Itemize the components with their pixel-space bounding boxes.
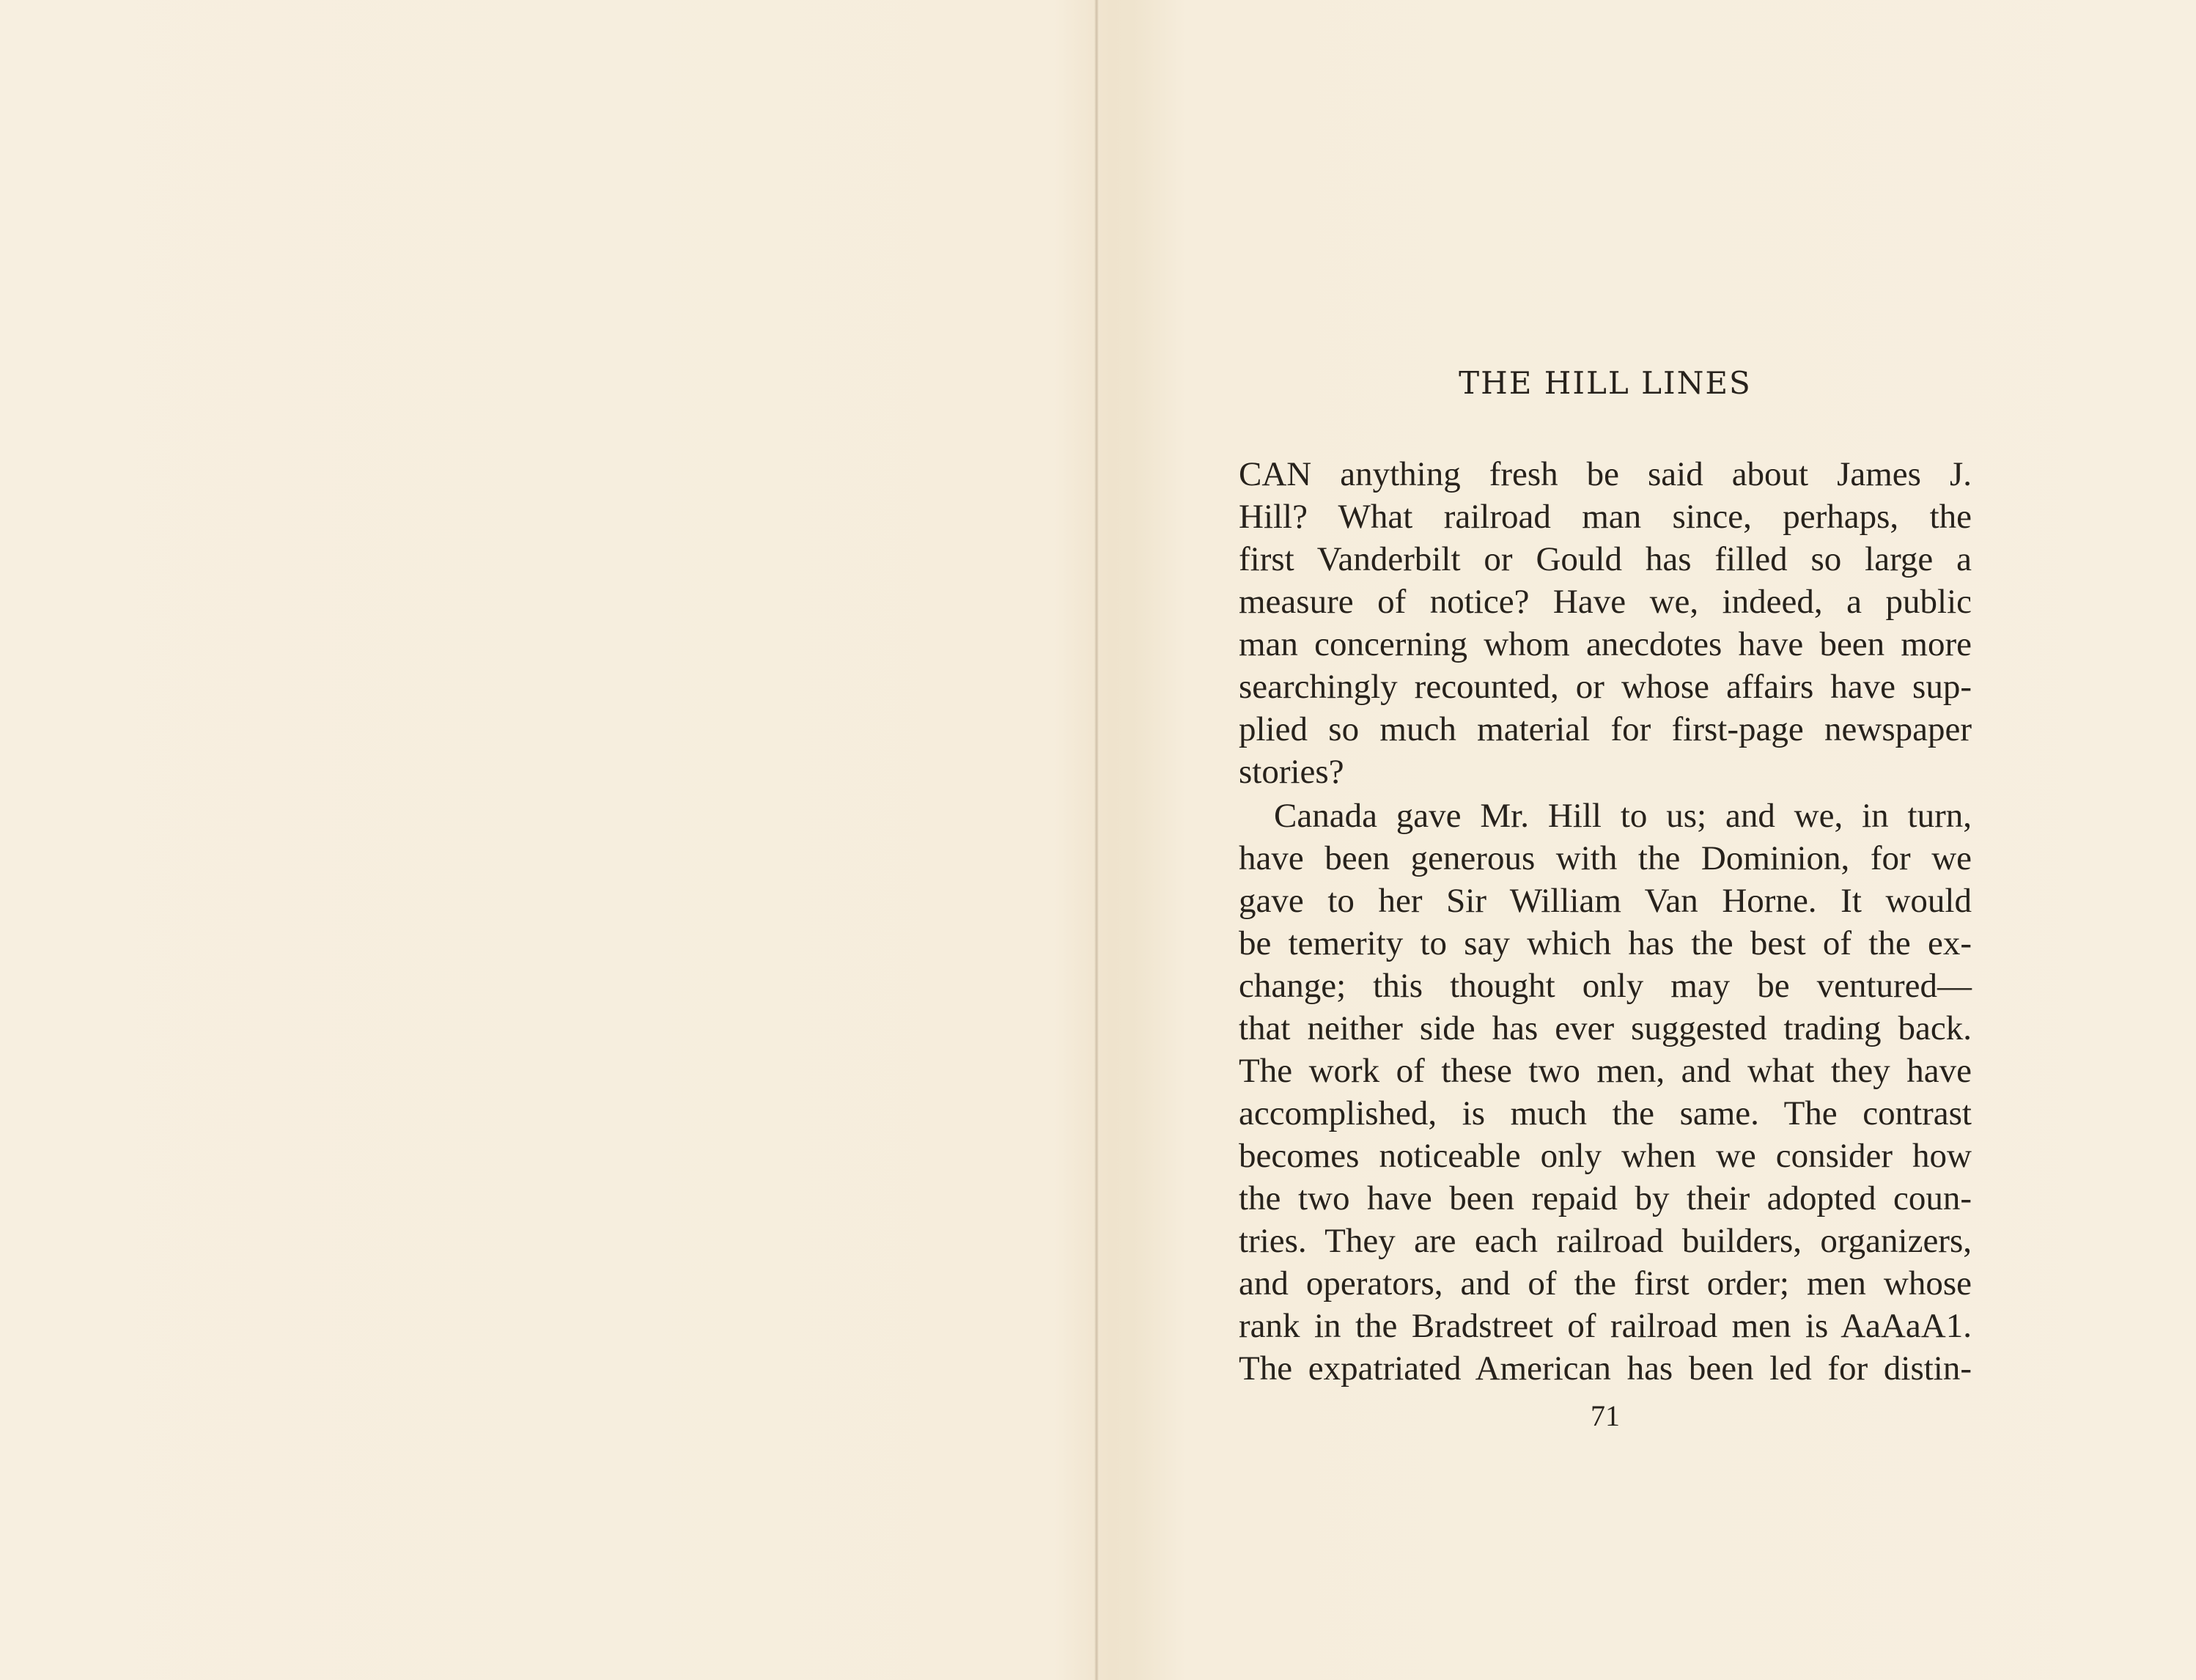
text-line-21: rank in the Bradstreet of railroad men is AaAaA1. <box>1239 1307 1972 1345</box>
text-line-9: Canada gave Mr. Hill to us; and we, in turn, <box>1274 797 1972 835</box>
text-line-14: that neither side has ever suggested trading back. <box>1239 1009 1972 1047</box>
chapter-title: THE HILL LINES <box>1459 365 1752 401</box>
text-line-6: searchingly recounted, or whose affairs have sup- <box>1239 668 1972 706</box>
page-number: 71 <box>1591 1399 1620 1432</box>
text-line-4: measure of notice? Have we, indeed, a public <box>1239 583 1972 621</box>
text-line-5: man concerning whom anecdotes have been more <box>1239 625 1972 663</box>
text-line-3: first Vanderbilt or Gould has filled so large a <box>1239 540 1972 578</box>
text-line-1: CAN anything fresh be said about James J. <box>1239 455 1972 493</box>
text-line-2: Hill? What railroad man since, perhaps, the <box>1239 498 1972 536</box>
text-line-15: The work of these two men, and what they have <box>1239 1052 1972 1090</box>
text-line-8: stories? <box>1239 753 1344 791</box>
text-line-16: accomplished, is much the same. The contrast <box>1239 1094 1972 1132</box>
text-line-12: be temerity to say which has the best of the ex- <box>1239 924 1972 962</box>
text-line-19: tries. They are each railroad builders, organizers, <box>1239 1222 1972 1260</box>
text-line-22: The expatriated American has been led for distin- <box>1239 1349 1972 1388</box>
text-line-18: the two have been repaid by their adopted coun- <box>1239 1179 1972 1217</box>
text-line-20: and operators, and of the first order; men whose <box>1239 1264 1972 1303</box>
right-page <box>1099 0 2196 1680</box>
text-line-10: have been generous with the Dominion, for we <box>1239 839 1972 877</box>
text-line-17: becomes noticeable only when we consider how <box>1239 1137 1972 1175</box>
text-line-13: change; this thought only may be ventured— <box>1239 967 1972 1005</box>
text-line-7: plied so much material for first-page newspaper <box>1239 710 1972 748</box>
book-gutter <box>1094 0 1099 1680</box>
text-line-11: gave to her Sir William Van Horne. It would <box>1239 882 1972 920</box>
